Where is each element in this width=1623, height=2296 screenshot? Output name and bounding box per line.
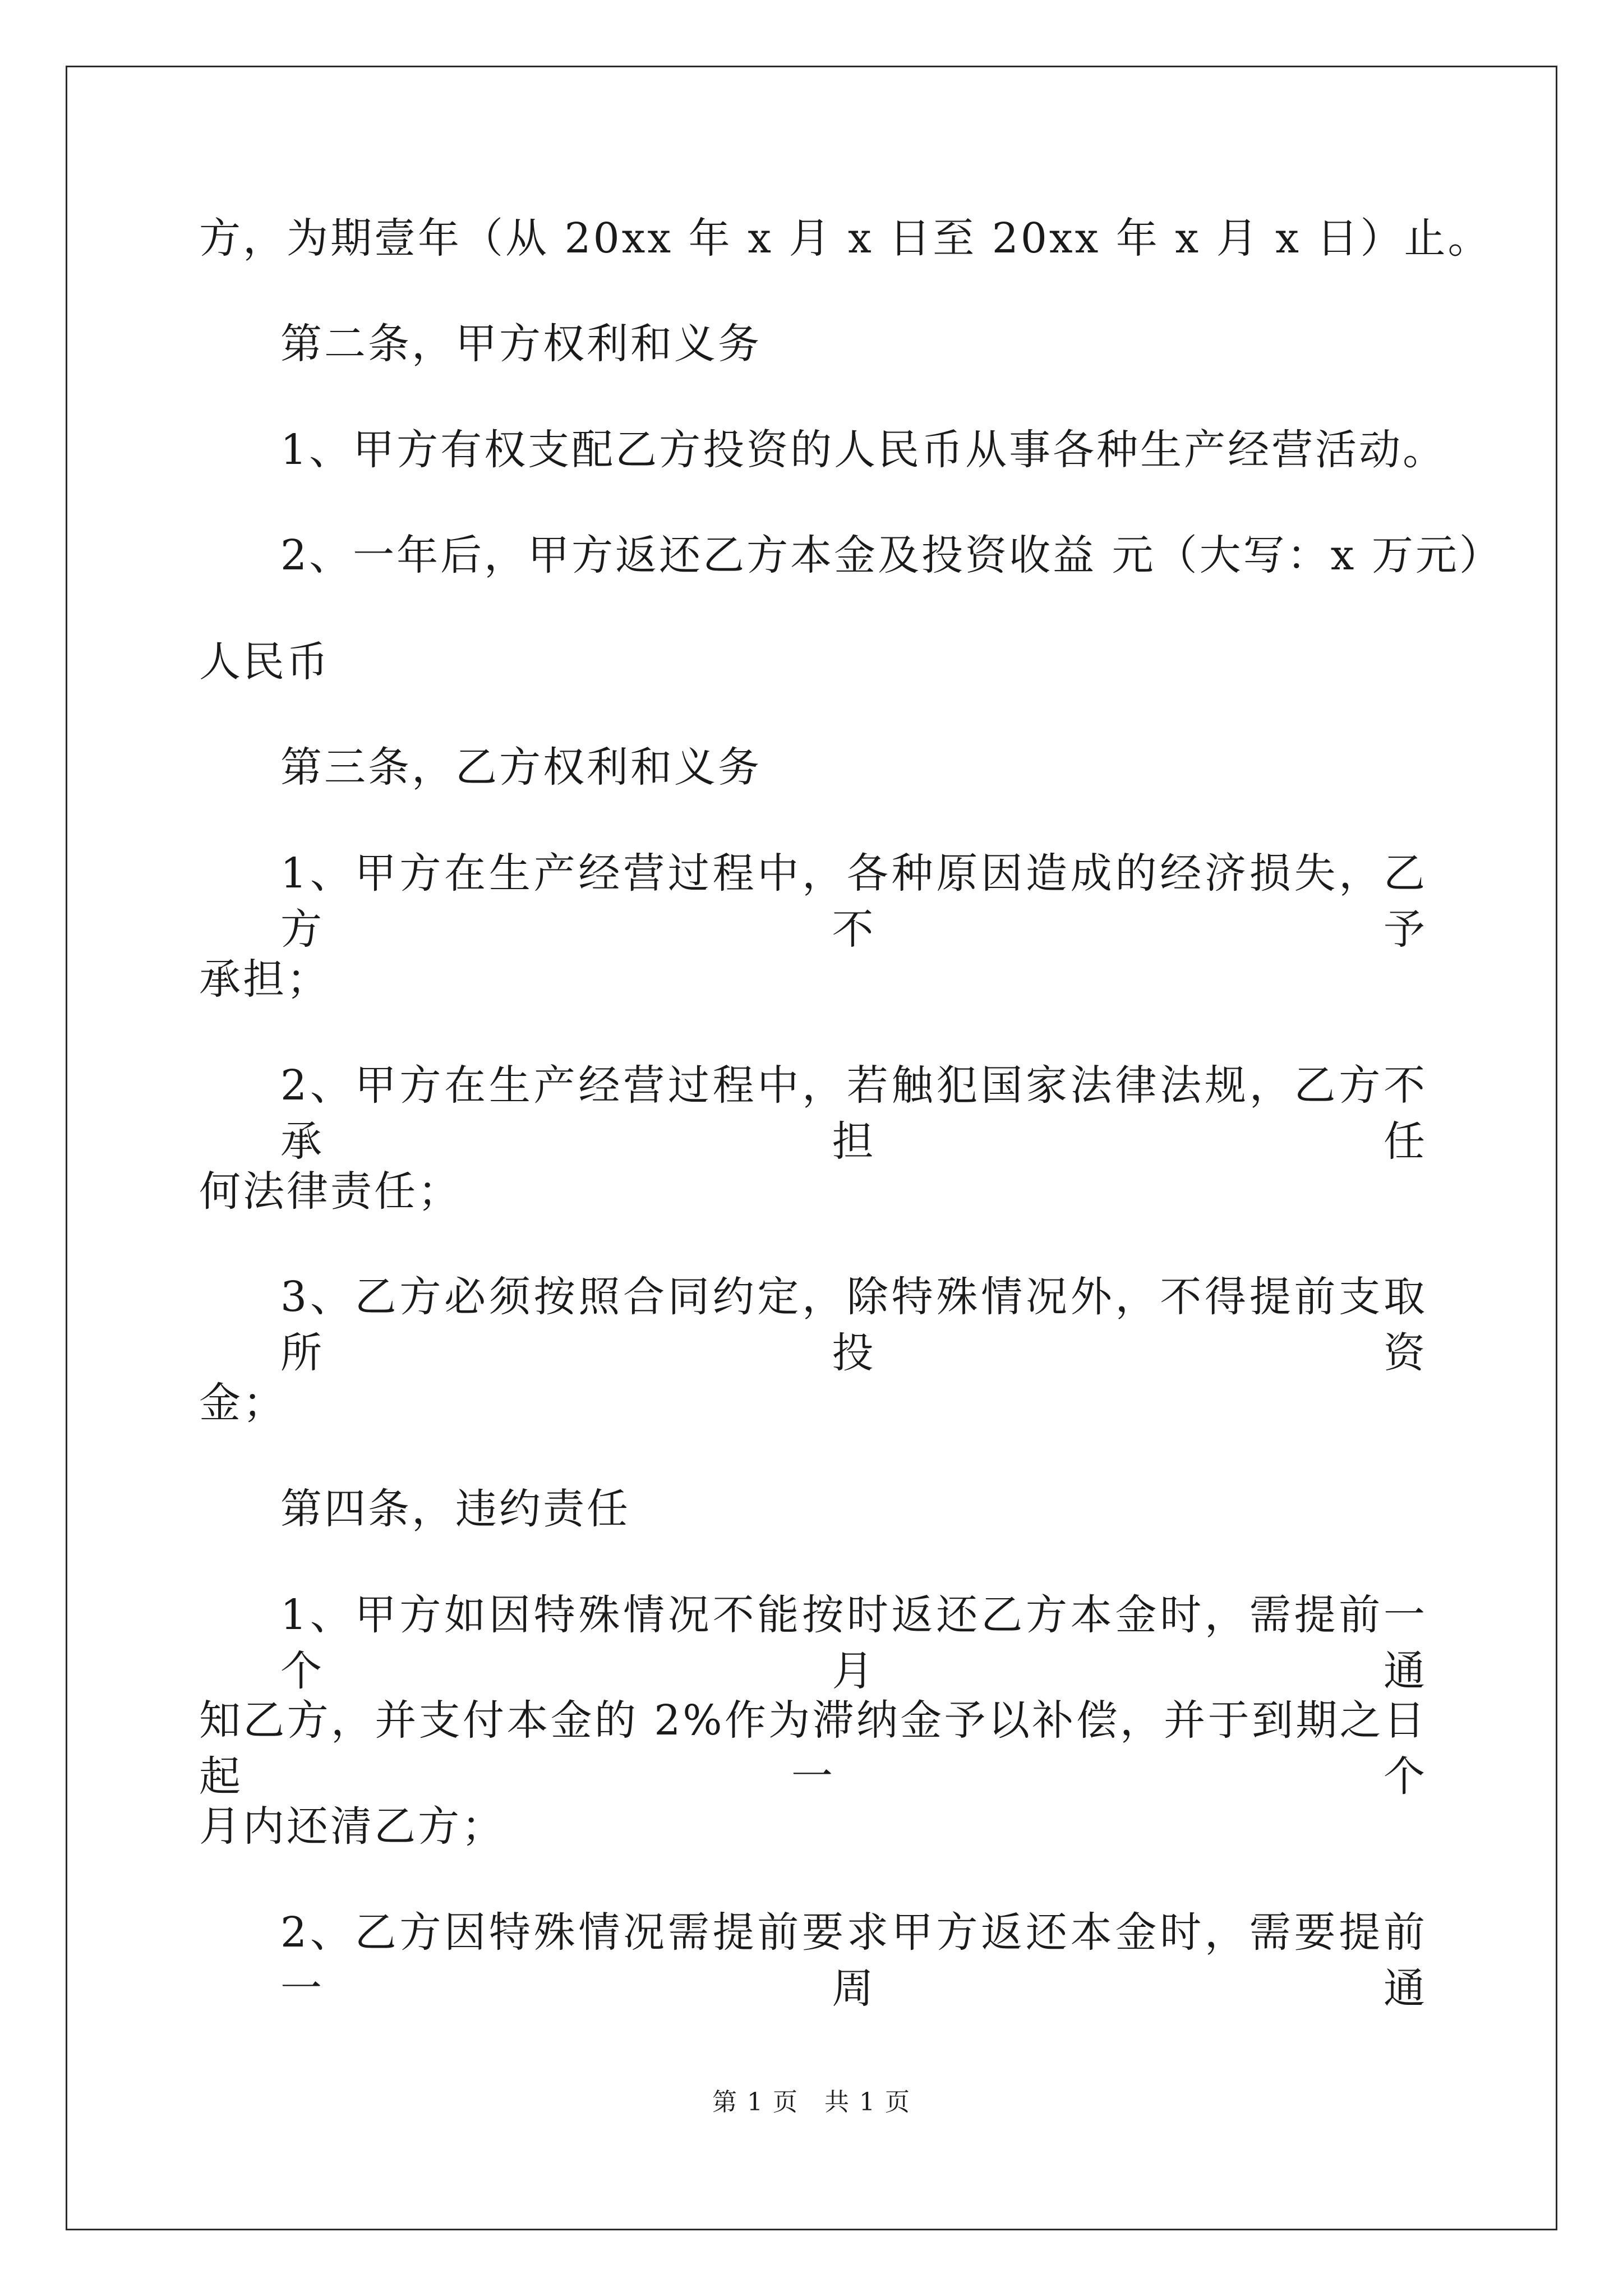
text-line: 2、乙方因特殊情况需提前要求甲方返还本金时，需要提前一周通: [280, 1908, 1427, 2013]
text-line: 2、甲方在生产经营过程中，若触犯国家法律法规，乙方不承担任: [280, 1061, 1427, 1166]
text-line: 1、甲方如因特殊情况不能按时返还乙方本金时，需提前一个月通: [280, 1591, 1427, 1695]
text-line: 3、乙方必须按照合同约定，除特殊情况外，不得提前支取所投资: [280, 1273, 1427, 1377]
text-line: 金；: [199, 1379, 287, 1427]
text-line: 1、甲方在生产经营过程中，各种原因造成的经济损失，乙方不予: [280, 849, 1427, 954]
text-line: 月内还清乙方；: [199, 1802, 505, 1851]
text-line: 方，为期壹年（从 20xx 年 x 月 x 日至 20xx 年 x 月 x 日）止。: [199, 214, 1492, 263]
page-number-footer: 第 1 页 共 1 页: [712, 2088, 911, 2116]
section-heading: 第三条，乙方权利和义务: [280, 743, 762, 792]
text-line: 人民币: [199, 638, 330, 686]
section-heading: 第四条，违约责任: [280, 1485, 630, 1533]
text-line: 1、甲方有权支配乙方投资的人民币从事各种生产经营活动。: [280, 426, 1447, 474]
section-heading: 第二条，甲方权利和义务: [280, 320, 762, 368]
text-line: 何法律责任；: [199, 1167, 462, 1216]
text-line: 承担；: [199, 955, 330, 1004]
text-line: 知乙方，并支付本金的 2%作为滞纳金予以补偿，并于到期之日起一个: [199, 1696, 1427, 1801]
text-line: 2、一年后，甲方返还乙方本金及投资收益 元（大写：x 万元）: [280, 531, 1503, 579]
